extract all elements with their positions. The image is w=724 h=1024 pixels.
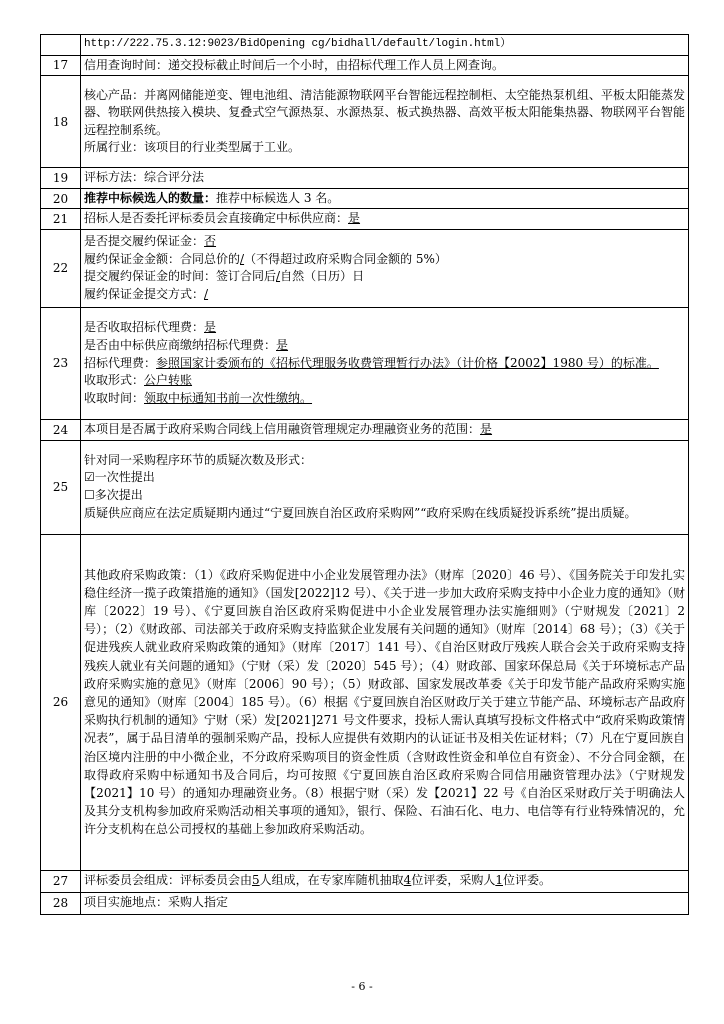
bond-amount-value: / bbox=[240, 251, 245, 266]
table-row bbox=[41, 76, 689, 168]
table-row bbox=[41, 35, 689, 56]
purchaser-count: 1 bbox=[495, 873, 503, 888]
checkbox-unchecked-icon[interactable]: ☐ bbox=[84, 488, 95, 503]
row-number: 22 bbox=[41, 229, 81, 307]
table-row bbox=[41, 209, 689, 230]
industry-text: 所属行业：该项目的行业类型属于工业。 bbox=[84, 140, 301, 155]
table-row bbox=[41, 892, 689, 914]
fee-form-label: 收取形式： bbox=[84, 373, 145, 388]
fee-standard-value: 参照国家计委颁布的《招标代理服务收费管理暂行办法》（计价格【2002】1980 号）的标准。 bbox=[156, 355, 659, 370]
challenge-option-once: 一次性提出 bbox=[94, 470, 155, 485]
bond-required-value: 否 bbox=[204, 234, 217, 249]
fee-payer-value: 是 bbox=[276, 338, 289, 353]
challenge-option-multiple: 多次提出 bbox=[94, 488, 143, 503]
expert-count: 4 bbox=[403, 873, 412, 888]
table-row bbox=[41, 307, 689, 419]
delegation-question: 招标人是否委托评标委员会直接确定中标供应商： bbox=[84, 211, 349, 226]
table-row bbox=[41, 534, 689, 870]
bond-time-suffix: 自然（日历）日 bbox=[280, 269, 365, 284]
committee-text-3: 位评委，采购人 bbox=[411, 873, 496, 888]
bond-required-label: 是否提交履约保证金： bbox=[84, 234, 205, 249]
credit-query-time: 信用查询时间：递交投标截止时间后一个小时，由招标代理工作人员上网查询。 bbox=[81, 55, 689, 76]
table-row bbox=[41, 168, 689, 189]
candidate-count-label: 推荐中标候选人的数量： bbox=[84, 190, 217, 205]
challenge-cell bbox=[81, 440, 689, 534]
implementation-location: 项目实施地点：采购人指定 bbox=[81, 892, 689, 914]
bid-hall-url: http://222.75.3.12:9023/BidOpening cg/bidhall/default/login.html） bbox=[81, 35, 689, 56]
candidate-count-cell bbox=[81, 188, 689, 209]
row-number: 18 bbox=[41, 76, 81, 168]
row-number: 26 bbox=[41, 534, 81, 870]
credit-financing-question: 本项目是否属于政府采购合同线上信用融资管理规定办理融资业务的范围： bbox=[84, 421, 481, 436]
challenge-instruction: 质疑供应商应在法定质疑期内通过“宁夏回族自治区政府采购网”“政府采购在线质疑投诉系统”提出质疑。 bbox=[84, 505, 637, 520]
core-products-text: 核心产品：并离网储能逆变、锂电池组、清洁能源物联网平台智能远程控制柜、太空能热泵机组、平板太阳能蒸发器、物联网供热接入模块、复叠式空气源热泵、水源热泵、板式换热器、高效平板太阳能集热器、物联网平台智能远程控制系统。 bbox=[84, 87, 685, 137]
row-number: 24 bbox=[41, 419, 81, 440]
delegation-answer: 是 bbox=[348, 211, 361, 226]
table-row bbox=[41, 229, 689, 307]
row-number: 25 bbox=[41, 440, 81, 534]
bond-amount-label: 履约保证金金额：合同总价的 bbox=[84, 251, 241, 266]
challenge-question: 针对同一采购程序环节的质疑次数及形式： bbox=[84, 452, 313, 467]
committee-size: 5 bbox=[252, 873, 260, 888]
requirements-table bbox=[40, 34, 689, 915]
bond-time-value: / bbox=[276, 269, 281, 284]
fee-payer-label: 是否由中标供应商缴纳招标代理费： bbox=[84, 338, 277, 353]
row-number bbox=[41, 35, 81, 56]
row-number: 19 bbox=[41, 168, 81, 189]
row-number: 23 bbox=[41, 307, 81, 419]
committee-cell bbox=[81, 870, 689, 892]
fee-charged-label: 是否收取招标代理费： bbox=[84, 320, 205, 335]
bond-time-label: 提交履约保证金的时间：签订合同后 bbox=[84, 269, 277, 284]
table-row bbox=[41, 440, 689, 534]
table-row bbox=[41, 188, 689, 209]
row-number: 27 bbox=[41, 870, 81, 892]
bond-amount-note: （不得超过政府采购合同金额的 5%） bbox=[244, 251, 447, 266]
fee-time-label: 收取时间： bbox=[84, 390, 145, 405]
table-row bbox=[41, 870, 689, 892]
candidate-count-value: 推荐中标候选人 3 名。 bbox=[216, 190, 340, 205]
delegation-cell bbox=[81, 209, 689, 230]
row-number: 28 bbox=[41, 892, 81, 914]
row-number: 17 bbox=[41, 55, 81, 76]
agency-fee-cell bbox=[81, 307, 689, 419]
row-number: 21 bbox=[41, 209, 81, 230]
other-policies: 其他政府采购政策：（1）《政府采购促进中小企业发展管理办法》（财库〔2020〕46 号）、《国务院关于印发扎实稳住经济一揽子政策措施的通知》（国发[2022]12 号）、《关于进一步加大政府采购支持中小企业力度的通知》（财库〔2022〕19 号）、《宁夏回族自治区政府采购促进中小企业发展管理办法实施细则》（宁财规发〔2021〕2 号）；（2）《财政部、司法部关于政府采购支持监狱企业发展有关问题的通知》（财库〔2014〕68 号）；（3）《关于促进残疾人就业政府采购政策的通知》（财库〔2017〕141 号）、《自治区财政厅残疾人联合会关于政府采购支持残疾人就业有关问题的通知》（宁财（采）发〔2020〕545 号）；（4）财政部、国家环保总局《关于环境标志产品政府采购实施的意见》（财库〔2006〕90 号）；（5）财政部、国家发展改革委《关于印发节能产品政府采购实施意见的通知》（财库〔2004〕185 号）。（6）根据《宁夏回族自治区财政厅关于建立节能产品、环境标志产品政府采购执行机制的通知》宁财（采）发[2021]271 号文件要求，投标人需认真填写投标文件格式中“政府采购政策情况表”，属于品目清单的强制采购产品，投标人应提供有效期内的认证证书及相关佐证材料；（7）凡在宁夏回族自治区境内注册的中小微企业，不分政府采购项目的资金性质（含财政性资金和单位自有资金）、不分合同金额，在取得政府采购中标通知书及合同后，均可按照《宁夏回族自治区政府采购合同信用融资管理办法》（宁财规发【2021】10 号）的通知办理融资业务。（8）根据宁财（采）发【2021】22 号《自治区采财政厅关于明确法人及其分支机构参加政府采购活动相关事项的通知》，银行、保险、石油石化、电力、电信等有行业特殊情况的，允许分支机构在总公司授权的基础上参加政府采购活动。 bbox=[81, 534, 689, 870]
performance-bond-cell bbox=[81, 229, 689, 307]
committee-text-4: 位评委。 bbox=[502, 873, 551, 888]
table-row bbox=[41, 55, 689, 76]
page-number: - 6 - bbox=[351, 980, 373, 993]
credit-financing-answer: 是 bbox=[480, 421, 493, 436]
checkbox-checked-icon[interactable]: ☑ bbox=[84, 470, 95, 485]
table-row bbox=[41, 419, 689, 440]
bond-method-label: 履约保证金提交方式： bbox=[84, 287, 205, 302]
fee-time-value: 领取中标通知书前一次性缴纳。 bbox=[144, 390, 313, 405]
bond-method-value: / bbox=[204, 287, 209, 302]
fee-form-value: 公户转账 bbox=[144, 373, 193, 388]
credit-financing-cell bbox=[81, 419, 689, 440]
evaluation-method: 评标方法：综合评分法 bbox=[81, 168, 689, 189]
core-products-cell bbox=[81, 76, 689, 168]
committee-text-1: 评标委员会组成：评标委员会由 bbox=[84, 873, 253, 888]
row-number: 20 bbox=[41, 188, 81, 209]
committee-text-2: 人组成，在专家库随机抽取 bbox=[259, 873, 404, 888]
fee-charged-value: 是 bbox=[204, 320, 217, 335]
fee-standard-label: 招标代理费： bbox=[84, 355, 157, 370]
